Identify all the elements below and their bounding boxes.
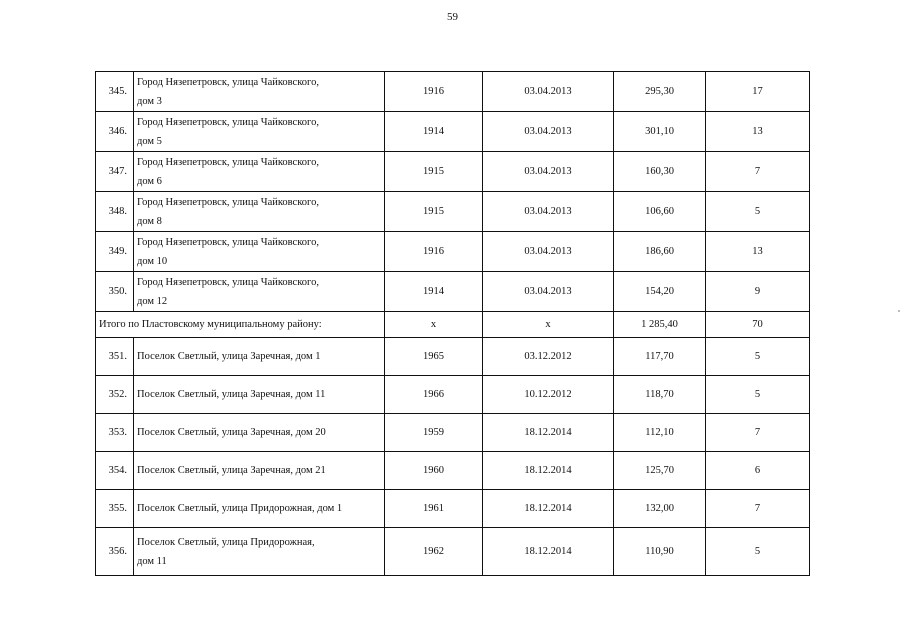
row-number-cell: 346. <box>96 112 134 152</box>
row-number-cell: 345. <box>96 72 134 112</box>
year-cell: х <box>385 312 483 338</box>
year-cell: 1961 <box>385 490 483 528</box>
area-cell: 1 285,40 <box>614 312 706 338</box>
area-cell: 106,60 <box>614 192 706 232</box>
page-number: 59 <box>447 11 458 23</box>
row-number-cell: 351. <box>96 338 134 376</box>
year-cell: 1965 <box>385 338 483 376</box>
table-row <box>96 414 810 452</box>
address-line-2: дом 3 <box>137 95 162 107</box>
table-row <box>96 452 810 490</box>
address-cell <box>134 528 385 576</box>
count-cell: 6 <box>706 452 810 490</box>
table-row <box>96 112 810 152</box>
year-cell: 1966 <box>385 376 483 414</box>
address-line-2: дом 11 <box>137 555 167 567</box>
address-cell: Поселок Светлый, улица Заречная, дом 20 <box>134 414 385 452</box>
year-cell: 1914 <box>385 112 483 152</box>
date-cell: 18.12.2014 <box>483 490 614 528</box>
address-line-2: дом 10 <box>137 255 168 267</box>
address-cell <box>134 72 385 112</box>
address-line-1: Город Нязепетровск, улица Чайковского, <box>137 156 319 168</box>
table-row <box>96 338 810 376</box>
year-cell: 1916 <box>385 232 483 272</box>
total-label-cell: Итого по Пластовскому муниципальному району: <box>96 312 385 338</box>
row-number-cell: 348. <box>96 192 134 232</box>
date-cell: 03.04.2013 <box>483 112 614 152</box>
count-cell: 9 <box>706 272 810 312</box>
address-cell: Поселок Светлый, улица Заречная, дом 1 <box>134 338 385 376</box>
year-cell: 1915 <box>385 152 483 192</box>
address-line-1: Поселок Светлый, улица Придорожная, <box>137 536 315 548</box>
address-line-2: дом 8 <box>137 215 162 227</box>
count-cell: 7 <box>706 414 810 452</box>
count-cell: 5 <box>706 192 810 232</box>
date-cell: 03.04.2013 <box>483 152 614 192</box>
address-cell: Поселок Светлый, улица Придорожная, дом 1 <box>134 490 385 528</box>
year-cell: 1915 <box>385 192 483 232</box>
area-cell: 117,70 <box>614 338 706 376</box>
count-cell: 17 <box>706 72 810 112</box>
address-line-1: Город Нязепетровск, улица Чайковского, <box>137 276 319 288</box>
date-cell: 10.12.2012 <box>483 376 614 414</box>
address-line-1: Город Нязепетровск, улица Чайковского, <box>137 236 319 248</box>
table-row <box>96 490 810 528</box>
area-cell: 125,70 <box>614 452 706 490</box>
address-cell: Поселок Светлый, улица Заречная, дом 11 <box>134 376 385 414</box>
date-cell: 18.12.2014 <box>483 414 614 452</box>
area-cell: 301,10 <box>614 112 706 152</box>
table-row <box>96 272 810 312</box>
year-cell: 1916 <box>385 72 483 112</box>
date-cell: 03.12.2012 <box>483 338 614 376</box>
address-cell: Поселок Светлый, улица Заречная, дом 21 <box>134 452 385 490</box>
table-row <box>96 528 810 576</box>
table-row <box>96 72 810 112</box>
area-cell: 160,30 <box>614 152 706 192</box>
date-cell: 18.12.2014 <box>483 528 614 576</box>
count-cell: 70 <box>706 312 810 338</box>
address-line-1: Город Нязепетровск, улица Чайковского, <box>137 76 319 88</box>
address-cell <box>134 272 385 312</box>
address-line-1: Город Нязепетровск, улица Чайковского, <box>137 196 319 208</box>
table-row <box>96 376 810 414</box>
year-cell: 1962 <box>385 528 483 576</box>
address-line-1: Город Нязепетровск, улица Чайковского, <box>137 116 319 128</box>
area-cell: 154,20 <box>614 272 706 312</box>
address-cell <box>134 152 385 192</box>
count-cell: 5 <box>706 338 810 376</box>
address-cell <box>134 112 385 152</box>
date-cell: х <box>483 312 614 338</box>
row-number-cell: 350. <box>96 272 134 312</box>
date-cell: 03.04.2013 <box>483 72 614 112</box>
row-number-cell: 356. <box>96 528 134 576</box>
row-number-cell: 349. <box>96 232 134 272</box>
area-cell: 112,10 <box>614 414 706 452</box>
area-cell: 132,00 <box>614 490 706 528</box>
area-cell: 295,30 <box>614 72 706 112</box>
date-cell: 03.04.2013 <box>483 192 614 232</box>
year-cell: 1960 <box>385 452 483 490</box>
row-number-cell: 353. <box>96 414 134 452</box>
address-cell <box>134 192 385 232</box>
total-row <box>96 312 810 338</box>
count-cell: 13 <box>706 232 810 272</box>
table-row <box>96 232 810 272</box>
row-number-cell: 352. <box>96 376 134 414</box>
address-line-2: дом 12 <box>137 295 168 307</box>
row-number-cell: 354. <box>96 452 134 490</box>
year-cell: 1959 <box>385 414 483 452</box>
area-cell: 110,90 <box>614 528 706 576</box>
table-row <box>96 152 810 192</box>
scan-speck <box>898 310 900 312</box>
year-cell: 1914 <box>385 272 483 312</box>
address-line-2: дом 5 <box>137 135 162 147</box>
count-cell: 7 <box>706 490 810 528</box>
address-line-2: дом 6 <box>137 175 162 187</box>
count-cell: 13 <box>706 112 810 152</box>
row-number-cell: 355. <box>96 490 134 528</box>
date-cell: 03.04.2013 <box>483 232 614 272</box>
area-cell: 118,70 <box>614 376 706 414</box>
area-cell: 186,60 <box>614 232 706 272</box>
table-row <box>96 192 810 232</box>
count-cell: 5 <box>706 376 810 414</box>
count-cell: 7 <box>706 152 810 192</box>
housing-table <box>95 71 810 576</box>
date-cell: 03.04.2013 <box>483 272 614 312</box>
row-number-cell: 347. <box>96 152 134 192</box>
address-cell <box>134 232 385 272</box>
count-cell: 5 <box>706 528 810 576</box>
date-cell: 18.12.2014 <box>483 452 614 490</box>
